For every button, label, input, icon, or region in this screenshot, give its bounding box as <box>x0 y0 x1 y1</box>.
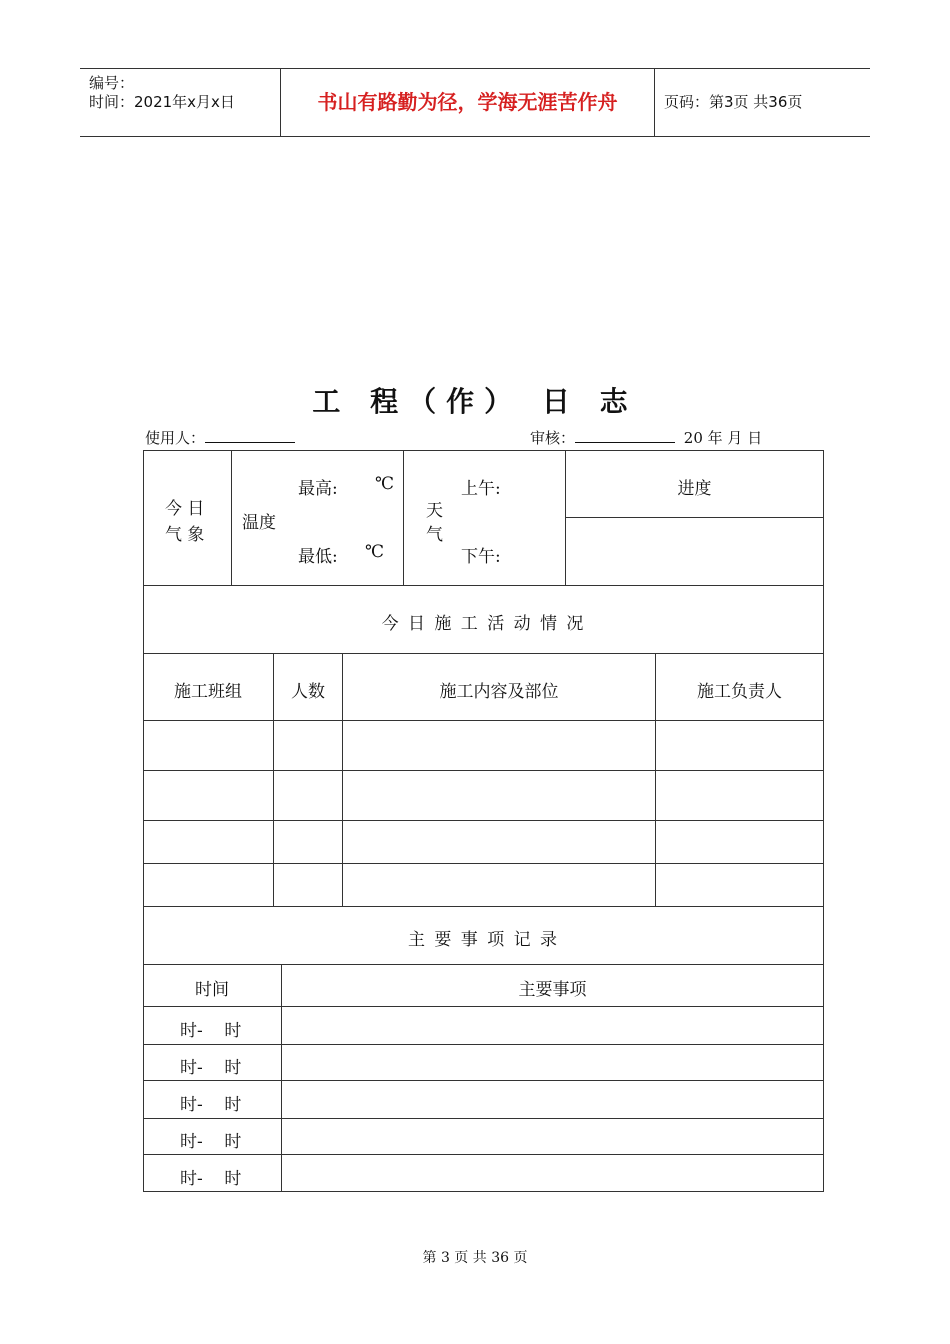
record-time-row: 时- 时 <box>180 1169 242 1189</box>
grid-line <box>143 450 144 1192</box>
col-supervisor: 施工负责人 <box>697 682 782 702</box>
document-title: 工 程（作） 日 志 <box>312 385 638 418</box>
header-motto: 书山有路勤为径，学海无涯苦作舟 <box>281 69 655 136</box>
record-time-row: 时- 时 <box>180 1132 242 1152</box>
col-main-items: 主要事项 <box>518 980 587 1000</box>
grid-line <box>403 450 404 585</box>
serial-label: 编号： <box>89 74 135 92</box>
am-weather-label: 上午: <box>461 479 501 499</box>
user-blank[interactable] <box>205 428 295 443</box>
low-temp-label: 最低: <box>298 547 338 567</box>
grid-line <box>143 770 824 771</box>
grid-line <box>143 1191 824 1192</box>
header-info-cell <box>80 69 281 136</box>
grid-line <box>565 450 566 585</box>
weather-label-line1: 天 <box>426 501 443 521</box>
date-text: 20 年 月 日 <box>683 429 763 447</box>
time-label: 时间：2021年x月x日 <box>89 93 235 111</box>
page-header <box>80 68 870 137</box>
activity-section-title: 今 日 施 工 活 动 情 况 <box>381 614 586 634</box>
grid-line <box>143 1006 824 1007</box>
grid-line <box>823 450 824 1192</box>
col-time: 时间 <box>195 980 229 1000</box>
today-label-line2: 气 象 <box>165 525 205 545</box>
grid-line <box>143 1080 824 1081</box>
records-section-title: 主 要 事 项 记 录 <box>407 930 560 950</box>
page-footer: 第 3 页 共 36 页 <box>422 1250 528 1266</box>
review-field <box>530 427 762 448</box>
col-headcount: 人数 <box>291 682 325 702</box>
grid-line <box>143 820 824 821</box>
weather-label-line2: 气 <box>426 525 443 545</box>
grid-line <box>143 653 824 654</box>
record-time-row: 时- 时 <box>180 1095 242 1115</box>
grid-line <box>143 964 824 965</box>
grid-line <box>143 585 824 586</box>
grid-line <box>143 1154 824 1155</box>
log-form-table <box>143 450 824 1192</box>
record-time-row: 时- 时 <box>180 1058 242 1078</box>
grid-line <box>231 450 232 585</box>
grid-line <box>143 863 824 864</box>
today-label-line1: 今 日 <box>165 499 205 519</box>
record-time-row: 时- 时 <box>180 1021 242 1041</box>
temperature-label: 温度 <box>242 513 276 533</box>
low-celsius: ℃ <box>365 542 385 562</box>
pm-weather-label: 下午: <box>461 547 501 567</box>
grid-line <box>565 517 824 518</box>
user-label: 使用人： <box>145 429 206 447</box>
review-label: 审核： <box>530 429 576 447</box>
user-field <box>145 427 295 448</box>
progress-label: 进度 <box>677 479 712 499</box>
col-work-content: 施工内容及部位 <box>439 682 559 702</box>
col-crew: 施工班组 <box>174 682 242 702</box>
grid-line <box>143 720 824 721</box>
header-page-info: 页码：第3页 共36页 <box>664 93 803 111</box>
review-blank[interactable] <box>575 428 675 443</box>
high-celsius: ℃ <box>375 474 395 494</box>
grid-line <box>143 1044 824 1045</box>
high-temp-label: 最高: <box>298 479 338 499</box>
grid-line <box>143 1118 824 1119</box>
grid-line <box>143 450 824 451</box>
grid-line <box>143 906 824 907</box>
